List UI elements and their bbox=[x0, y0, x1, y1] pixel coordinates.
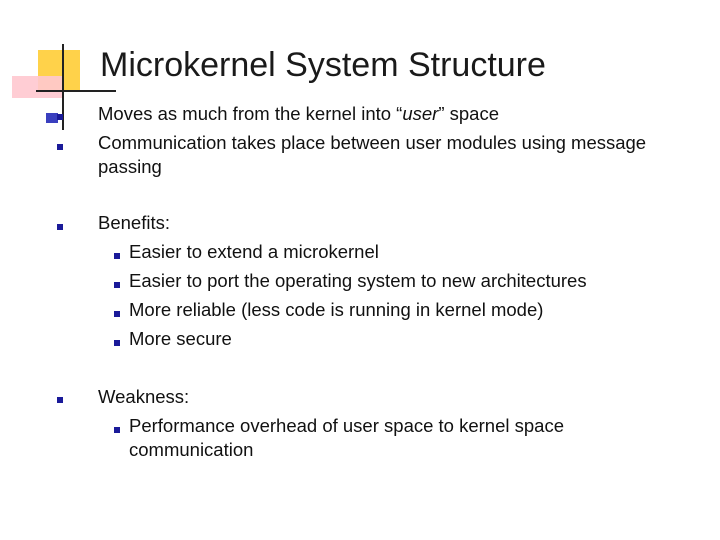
bullet-item bbox=[98, 102, 688, 126]
slide-title: Microkernel System Structure bbox=[100, 46, 546, 84]
sub-bullet-square-icon bbox=[114, 311, 120, 317]
bullet-square-icon bbox=[57, 144, 63, 150]
bullet-item: Communication takes place between user modules using message passing bbox=[98, 132, 647, 177]
bullet-text-emphasis: user bbox=[402, 103, 439, 124]
bullet-square-icon bbox=[57, 224, 63, 230]
sub-bullet-item: More secure bbox=[129, 328, 232, 349]
bullet-item: Benefits: bbox=[98, 212, 170, 233]
sub-bullet-item: Easier to extend a microkernel bbox=[129, 241, 379, 262]
bullet-item: Weakness: bbox=[98, 386, 190, 407]
bullet-square-icon bbox=[57, 114, 63, 120]
sub-bullet-item: Performance overhead of user space to kernel space communication bbox=[129, 415, 564, 460]
sub-bullet-square-icon bbox=[114, 427, 120, 433]
bullet-text-part: ” space bbox=[438, 103, 500, 124]
sub-bullet-square-icon bbox=[114, 340, 120, 346]
sub-bullet-item: More reliable (less code is running in kernel mode) bbox=[129, 299, 544, 320]
sub-bullet-square-icon bbox=[114, 253, 120, 259]
sub-bullet-item: Easier to port the operating system to new architectures bbox=[129, 270, 587, 291]
sub-bullet-square-icon bbox=[114, 282, 120, 288]
bullet-text-part: Moves as much from the kernel into “ bbox=[98, 103, 403, 124]
bullet-square-icon bbox=[57, 397, 63, 403]
